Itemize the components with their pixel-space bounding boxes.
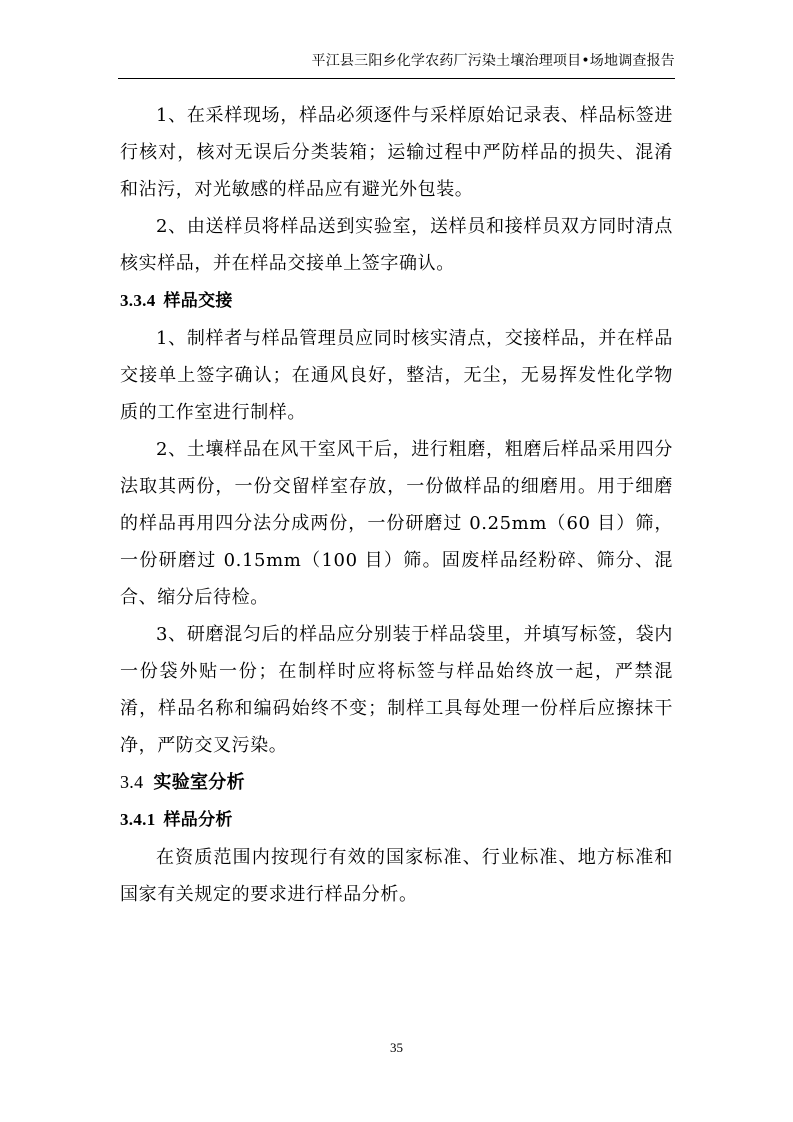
page-number: 35	[390, 1040, 403, 1055]
section-number: 3.4.1	[120, 810, 156, 829]
section-heading-3-3-4	[120, 282, 673, 320]
section-heading-3-4-1	[120, 801, 673, 839]
section-number: 3.4	[120, 772, 144, 792]
paragraph-sample-delivery: 2、由送样员将样品送到实验室，送样员和接样员双方同时清点核实样品，并在样品交接单上签字确认。	[120, 216, 673, 274]
section-number: 3.3.4	[120, 291, 156, 310]
paragraph-handover: 1、制样者与样品管理员应同时核实清点，交接样品，并在样品交接单上签字确认；在通风良好，整洁，无尘，无易挥发性化学物质的工作室进行制样。	[120, 328, 673, 423]
header-divider	[118, 78, 675, 79]
paragraph-packaging: 3、研磨混匀后的样品应分别装于样品袋里，并填写标签，袋内一份袋外贴一份；在制样时应将标签与样品始终放一起，严禁混淆，样品名称和编码始终不变；制样工具每处理一份样后应擦抹干净，严防交叉污染。	[120, 624, 673, 756]
paragraph-sample-verification: 1、在采样现场，样品必须逐件与采样原始记录表、样品标签进行核对，核对无误后分类装箱；运输过程中严防样品的损失、混淆和沾污，对光敏感的样品应有避光外包装。	[120, 105, 673, 200]
running-header: 平江县三阳乡化学农药厂污染土壤治理项目•场地调查报告	[311, 53, 675, 69]
section-heading-3-4	[120, 764, 673, 801]
section-title: 样品交接	[163, 291, 233, 311]
paragraph-sample-analysis: 在资质范围内按现行有效的国家标准、行业标准、地方标准和国家有关规定的要求进行样品分析。	[120, 847, 673, 905]
page-body	[120, 97, 673, 913]
section-title: 样品分析	[163, 810, 233, 830]
paragraph-grinding: 2、土壤样品在风干室风干后，进行粗磨，粗磨后样品采用四分法取其两份，一份交留样室存放，一份做样品的细磨用。用于细磨的样品再用四分法分成两份，一份研磨过 0.25mm（60 目）筛，一份研磨过 0.15mm（100 目）筛。固废样品经粉碎、筛分、混合、缩分后待检。	[120, 439, 673, 608]
section-title: 实验室分析	[153, 772, 245, 793]
